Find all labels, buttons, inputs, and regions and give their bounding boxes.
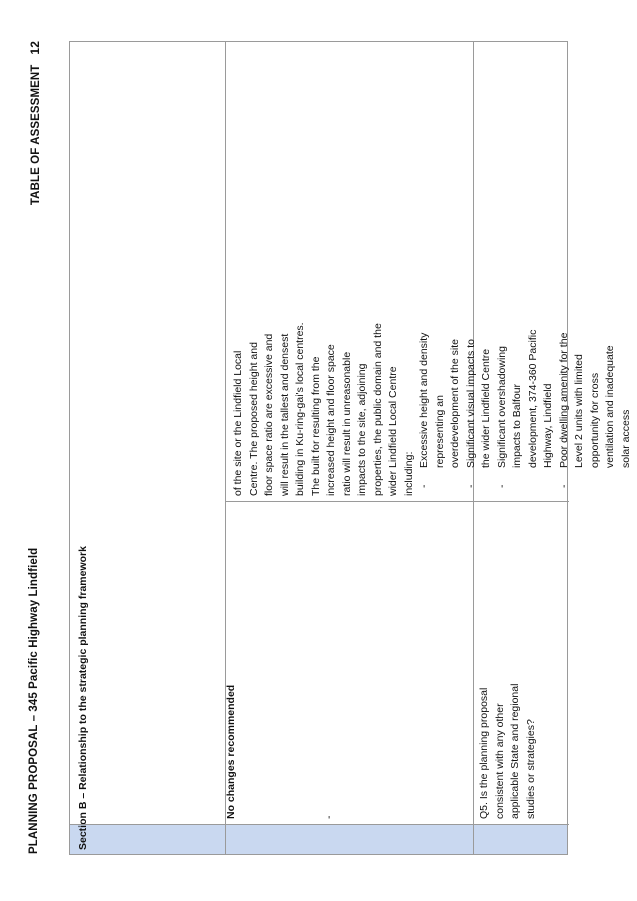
impact-line: Significant overshadowing	[495, 346, 508, 468]
response-line: building in Ku-ring-gai's local centres.	[294, 322, 306, 496]
impact-line: Significant visual impacts to	[464, 339, 477, 468]
response-line: properties, the public domain and the	[371, 323, 384, 496]
assessment-table	[69, 41, 632, 855]
impact-item	[557, 260, 635, 496]
response-line: increased height and floor space	[325, 344, 337, 496]
response-line: Centre. The proposed height and	[247, 342, 260, 496]
impact-line: ventilation and inadequate	[604, 345, 616, 468]
response-line: wider Lindfield Local Centre	[387, 366, 399, 496]
section-b-label: Section B – Relationship to the strategic planning framework	[77, 546, 89, 850]
response-line: ratio will result in unreasonable	[340, 351, 353, 496]
response-text	[231, 260, 634, 496]
impact-line: Level 2 units with limited	[573, 354, 585, 468]
bullet-dash: -	[464, 484, 477, 488]
impact-item	[417, 260, 464, 496]
q5-response: -	[323, 815, 335, 819]
response-line: impacts to the site, adjoining	[356, 363, 368, 496]
response-line: The built for resulting from the	[309, 356, 322, 496]
impact-line: Poor dwelling amenity for the	[557, 332, 570, 468]
section-header	[28, 41, 42, 205]
page-number: 12	[28, 41, 42, 55]
response-line: including:	[402, 451, 415, 496]
response-line: will result in the tallest and densest	[278, 333, 291, 496]
impact-line: the wider Lindfield Centre	[480, 348, 492, 468]
table-row-q5	[70, 502, 569, 825]
response-line: of the site or the Lindfield Local	[232, 350, 244, 496]
impact-item	[495, 260, 557, 496]
impact-list	[417, 260, 634, 496]
impact-line: overdevelopment of the site	[449, 339, 461, 468]
response-line: floor space ratio are excessive and	[263, 333, 275, 496]
q5-question: Q5. Is the planning proposal consistent with any other applicable State and regional studies or strategies?	[478, 683, 537, 819]
impact-line: solar access	[619, 409, 632, 468]
table-row-continued	[70, 40, 632, 502]
bullet-dash: -	[418, 484, 430, 488]
impact-line: impacts to Balfour	[511, 383, 523, 468]
impact-item	[464, 260, 495, 496]
impact-line: development, 374-360 Pacific	[526, 329, 539, 468]
document-title: PLANNING PROPOSAL – 345 Pacific Highway Lindfield	[28, 547, 40, 854]
impact-line: opportunity for cross	[588, 372, 601, 468]
impact-line: Excessive height and density	[418, 332, 430, 468]
bullet-dash: -	[495, 484, 508, 488]
bullet-dash: -	[557, 484, 570, 488]
impact-line: representing an	[433, 395, 446, 468]
section-header-title: TABLE OF ASSESSMENT	[30, 64, 42, 206]
impact-line: Highway, Lindfield	[542, 383, 554, 468]
q5-recommendation: No changes recommended	[225, 684, 237, 819]
